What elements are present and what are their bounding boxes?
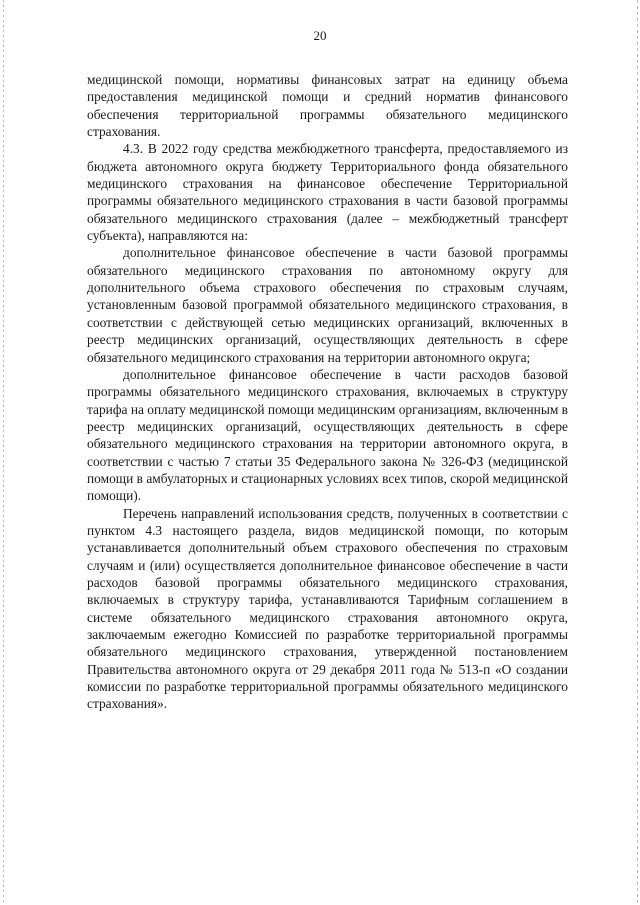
paragraph-directions-list: Перечень направлений использования средств, полученных в соответствии с пунктом 4.3 настоящего раздела, видов медицинской помощи, по которым устанавливается дополнительный объем страхового обеспечения по страховым случаям и (или) осуществляется дополнительное финансовое обеспечение в части расходов базовой программы обязательного медицинского страхования, включаемых в структуру тарифа, устанавливаются Тарифным соглашением в системе обязательного медицинского страхования автономного округа, заключаемым ежегодно Комиссией по разработке территориальной программы обязательного медицинского страхования, утвержденной постановлением Правительства автономного округа от 29 декабря 2011 года № 513-п «О создании комиссии по разработке территориальной программы обязательного медицинского страхования». [87, 505, 568, 712]
page-number: 20 [313, 28, 327, 43]
scan-right-edge [637, 0, 638, 905]
scan-left-edge [3, 0, 4, 905]
document-body [87, 71, 568, 713]
paragraph-section-4-3: 4.3. В 2022 году средства межбюджетного трансферта, предоставляемого из бюджета автономного округа бюджету Территориального фонда обязательного медицинского страхования на финансовое обеспечение Территориальной программы обязательного медицинского страхования в части базовой программы обязательного медицинского страхования (далее – межбюджетный трансферт субъекта), направляются на: [87, 141, 568, 244]
paragraph-additional-funding-volume: дополнительное финансовое обеспечение в части базовой программы обязательного медицинского страхования по автономному округу для дополнительного объема страхового обеспечения по страховым случаям, установленным базовой программой обязательного медицинского страхования, в соответствии с действующей сетью медицинских организаций, включенных в реестр медицинских организаций, осуществляющих деятельность в сфере обязательного медицинского страхования на территории автономного округа; [87, 245, 568, 365]
paragraph-additional-funding-tariff: дополнительное финансовое обеспечение в части расходов базовой программы обязательного медицинского страхования, включаемых в структуру тарифа на оплату медицинской помощи медицинским организациям, включенным в реестр медицинских организаций, осуществляющих деятельность в сфере обязательного медицинского страхования на территории автономного округа, в соответствии с частью 7 статьи 35 Федерального закона № 326-ФЗ (медицинской помощи в амбулаторных и стационарных условиях всех типов, скорой медицинской помощи). [87, 366, 568, 504]
paragraph-intro: медицинской помощи, нормативы финансовых затрат на единицу объема предоставления медицинской помощи и средний норматив финансового обеспечения территориальной программы обязательного медицинского страхования. [87, 72, 568, 140]
